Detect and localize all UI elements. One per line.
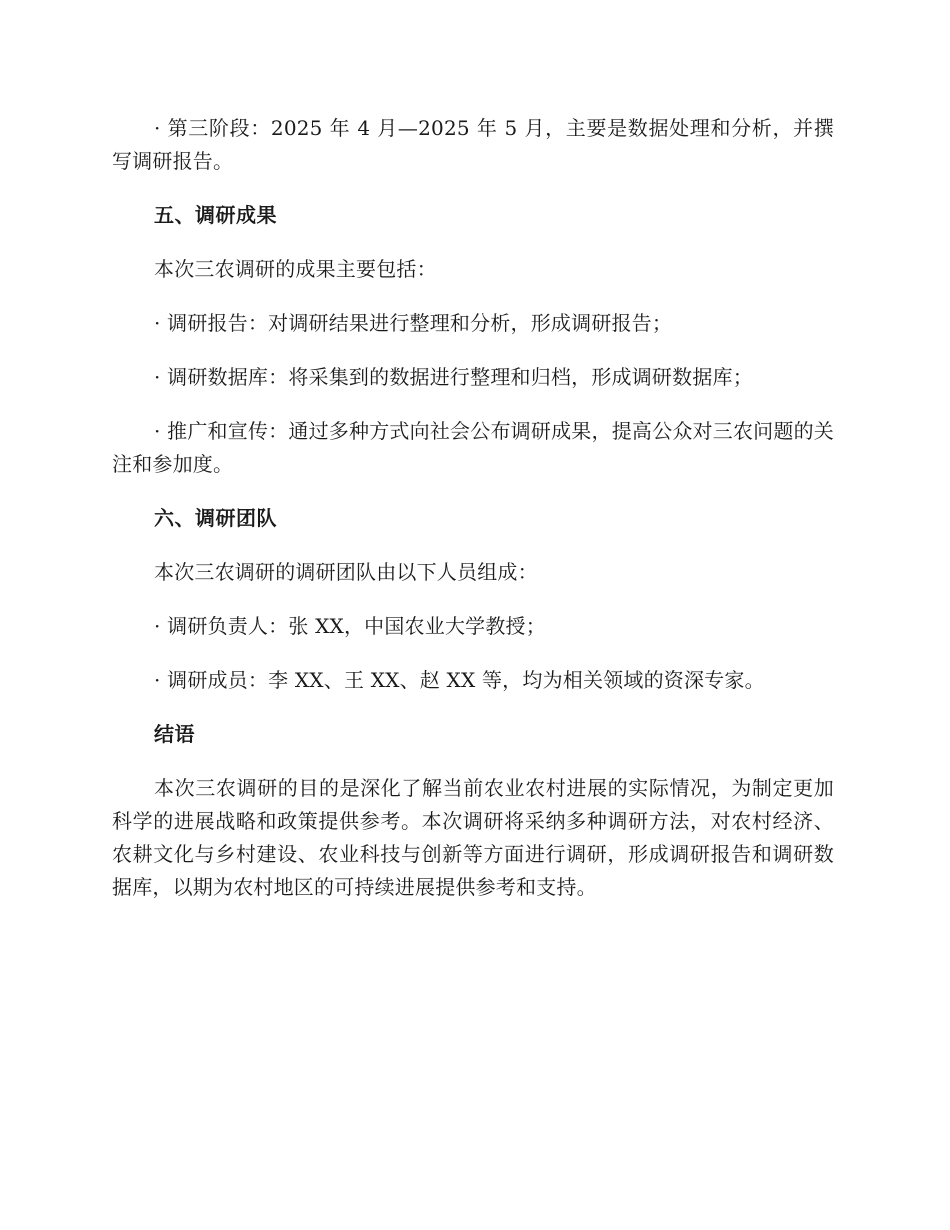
team-intro: 本次三农调研的调研团队由以下人员组成： [154,560,538,584]
conclusion-heading: 结语 [154,722,195,746]
conclusion-body: 本次三农调研的目的是深化了解当前农业农村进展的实际情况，为制定更加科学的进展战略和政策提供参考。本次调研将采纳多种调研方法，对农村经济、农耕文化与乡村建设、农业科技与创新等方面进行调研，形成调研报告和调研数据库，以期为农村地区的可持续进展提供参考和支持。 [112,776,834,899]
section-five-heading: 五、调研成果 [154,203,277,227]
stage-three-item: · 第三阶段：2025 年 4 月—2025 年 5 月，主要是数据处理和分析，并撰写调研报告。 [112,116,834,173]
results-promotion-item: · 推广和宣传：通过多种方式向社会公布调研成果，提高公众对三农问题的关注和参加度。 [112,419,834,476]
section-six-heading: 六、调研团队 [154,506,277,530]
results-database-item: · 调研数据库：将采集到的数据进行整理和归档，形成调研数据库； [154,365,753,389]
results-report-item: · 调研报告：对调研结果进行整理和分析，形成调研报告； [154,311,673,335]
document-page [112,112,834,925]
results-intro: 本次三农调研的成果主要包括： [154,257,437,281]
team-members-item: · 调研成员：李 XX、王 XX、赵 XX 等，均为相关领域的资深专家。 [154,668,765,692]
team-leader-item: · 调研负责人：张 XX，中国农业大学教授； [154,614,546,638]
